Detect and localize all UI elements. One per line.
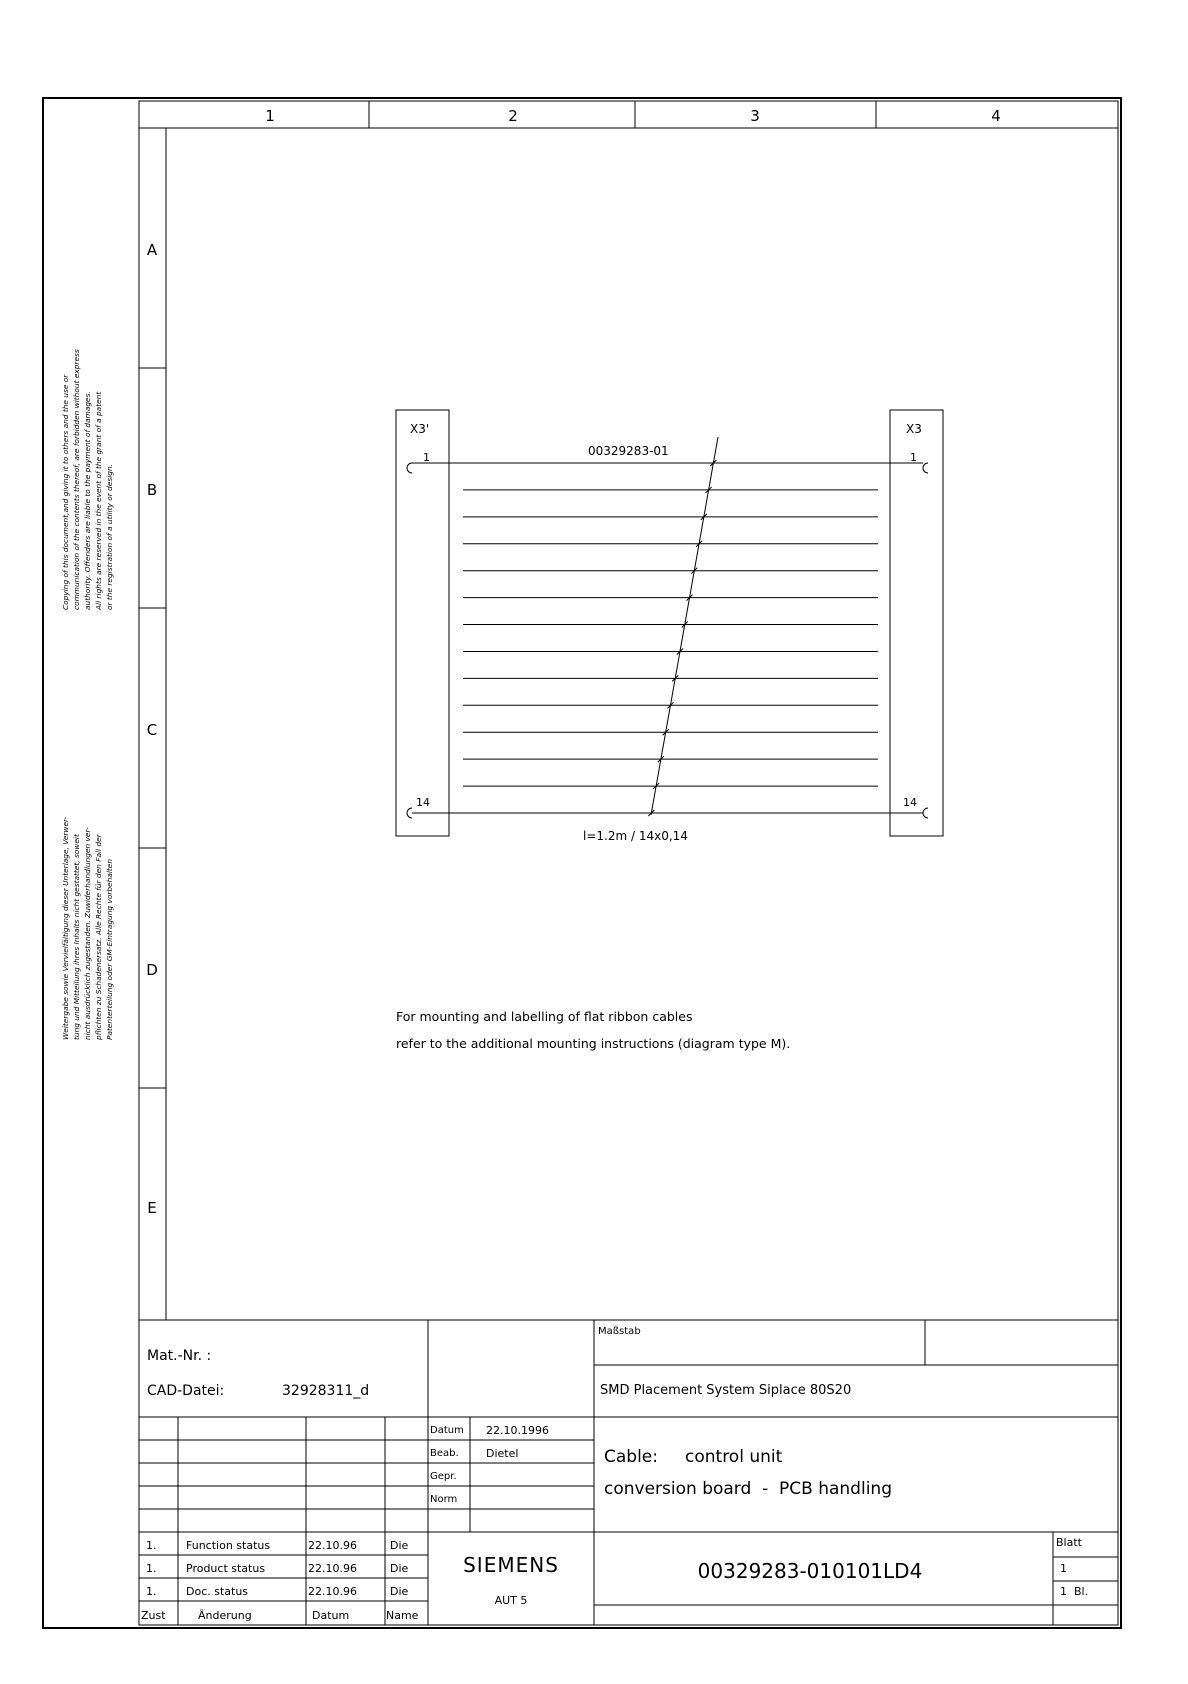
column-label-3: 3 <box>750 107 760 125</box>
svg-text:tung und Mitteilung ihres Inha: tung und Mitteilung ihres Inhalts nicht gestattet, soweit <box>72 834 81 1040</box>
division-label: AUT 5 <box>494 1594 528 1607</box>
pin-hook-right-1 <box>923 463 928 473</box>
norm-label: Norm <box>430 1494 458 1505</box>
drawing-title-line-1: Cable: control unit <box>604 1447 783 1467</box>
beab-value: Dietel <box>486 1447 519 1460</box>
footer-name: Name <box>386 1609 419 1622</box>
svg-text:pflichten zu Schadenersatz. Al: pflichten zu Schadenersatz. Alle Rechte für den Fall der <box>94 834 103 1040</box>
connector-label-left: X3' <box>410 422 430 436</box>
pin-hook-left-1 <box>407 463 412 473</box>
connector-x3-right <box>890 410 943 836</box>
status-date-1: 22.10.96 <box>308 1539 357 1552</box>
pin-label-right-14: 14 <box>903 796 917 809</box>
row-label-c: C <box>146 721 158 739</box>
document-number: 00329283-010101LD4 <box>697 1559 923 1583</box>
drawing-title-line-2: conversion board - PCB handling <box>604 1479 892 1499</box>
footer-datum: Datum <box>312 1609 350 1622</box>
svg-text:Copying of this document,and g: Copying of this document,and giving it to others and the use or <box>61 374 70 610</box>
company-logo-text: SIEMENS <box>463 1553 559 1577</box>
svg-text:communication of the contents: communication of the contents thereof, are forbidden without express <box>72 349 81 610</box>
status-text-3: Doc. status <box>186 1585 249 1598</box>
cable-id-label: 00329283-01 <box>588 444 669 458</box>
datum-value: 22.10.1996 <box>486 1424 549 1437</box>
massstab-label: Maßstab <box>598 1326 641 1337</box>
pin-label-left-1: 1 <box>423 451 430 464</box>
status-name-3: Die <box>390 1585 409 1598</box>
blatt-label: Blatt <box>1056 1536 1082 1549</box>
status-text-2: Product status <box>186 1562 266 1575</box>
sheet-total: 1 Bl. <box>1060 1585 1089 1598</box>
svg-text:Patenterteilung oder GM-Eintra: Patenterteilung oder GM-Eintragung vorbehalten <box>105 858 114 1040</box>
system-name: SMD Placement System Siplace 80S20 <box>600 1383 852 1398</box>
status-date-2: 22.10.96 <box>308 1562 357 1575</box>
row-label-a: A <box>146 241 158 259</box>
status-zust-3: 1. <box>146 1585 157 1598</box>
status-zust-2: 1. <box>146 1562 157 1575</box>
datum-label: Datum <box>430 1425 464 1436</box>
footer-aenderung: Änderung <box>198 1609 252 1622</box>
column-label-2: 2 <box>508 107 518 125</box>
blatt-value: 1 <box>1060 1562 1067 1575</box>
cad-label: CAD-Datei: <box>147 1383 225 1399</box>
connector-x3-left <box>396 410 449 836</box>
row-label-b: B <box>146 481 158 499</box>
svg-text:authority. Offenders are liabl: authority. Offenders are liable to the payment of damages. <box>83 391 92 610</box>
copyright-note-english <box>61 349 114 611</box>
pin-hook-right-14 <box>923 808 928 818</box>
column-label-1: 1 <box>265 107 275 125</box>
row-label-d: D <box>146 961 158 979</box>
row-label-e: E <box>147 1199 157 1217</box>
status-zust-1: 1. <box>146 1539 157 1552</box>
connector-label-right: X3 <box>906 422 922 436</box>
column-label-4: 4 <box>991 107 1001 125</box>
beab-label: Beab. <box>430 1448 459 1459</box>
svg-text:or the registration of a utili: or the registration of a utility or design. <box>105 463 114 610</box>
copyright-note-german <box>61 816 114 1041</box>
footer-zust: Zust <box>141 1609 166 1622</box>
svg-text:Weitergabe sowie Vervielfältig: Weitergabe sowie Vervielfältigung dieser Unterlage, Verwer- <box>61 816 70 1040</box>
mounting-note-line-1: For mounting and labelling of flat ribbon cables <box>396 1009 693 1024</box>
cad-value: 32928311_d <box>282 1383 370 1399</box>
svg-text:nicht ausdrücklich zugestanden: nicht ausdrücklich zugestanden. Zuwiderhandlungen ver- <box>83 827 92 1040</box>
gepr-label: Gepr. <box>430 1471 457 1482</box>
status-name-2: Die <box>390 1562 409 1575</box>
svg-text:All rights are reserved in the: All rights are reserved in the event of the grant of a patent <box>94 391 103 610</box>
status-date-3: 22.10.96 <box>308 1585 357 1598</box>
cable-spec-label: l=1.2m / 14x0,14 <box>583 829 688 843</box>
pin-hook-left-14 <box>407 808 412 818</box>
pin-label-left-14: 14 <box>416 796 430 809</box>
pin-label-right-1: 1 <box>910 451 917 464</box>
ribbon-wires <box>412 463 923 813</box>
status-text-1: Function status <box>186 1539 271 1552</box>
mat-nr-label: Mat.-Nr. : <box>147 1348 212 1364</box>
mounting-note-line-2: refer to the additional mounting instructions (diagram type M). <box>396 1036 791 1051</box>
status-name-1: Die <box>390 1539 409 1552</box>
